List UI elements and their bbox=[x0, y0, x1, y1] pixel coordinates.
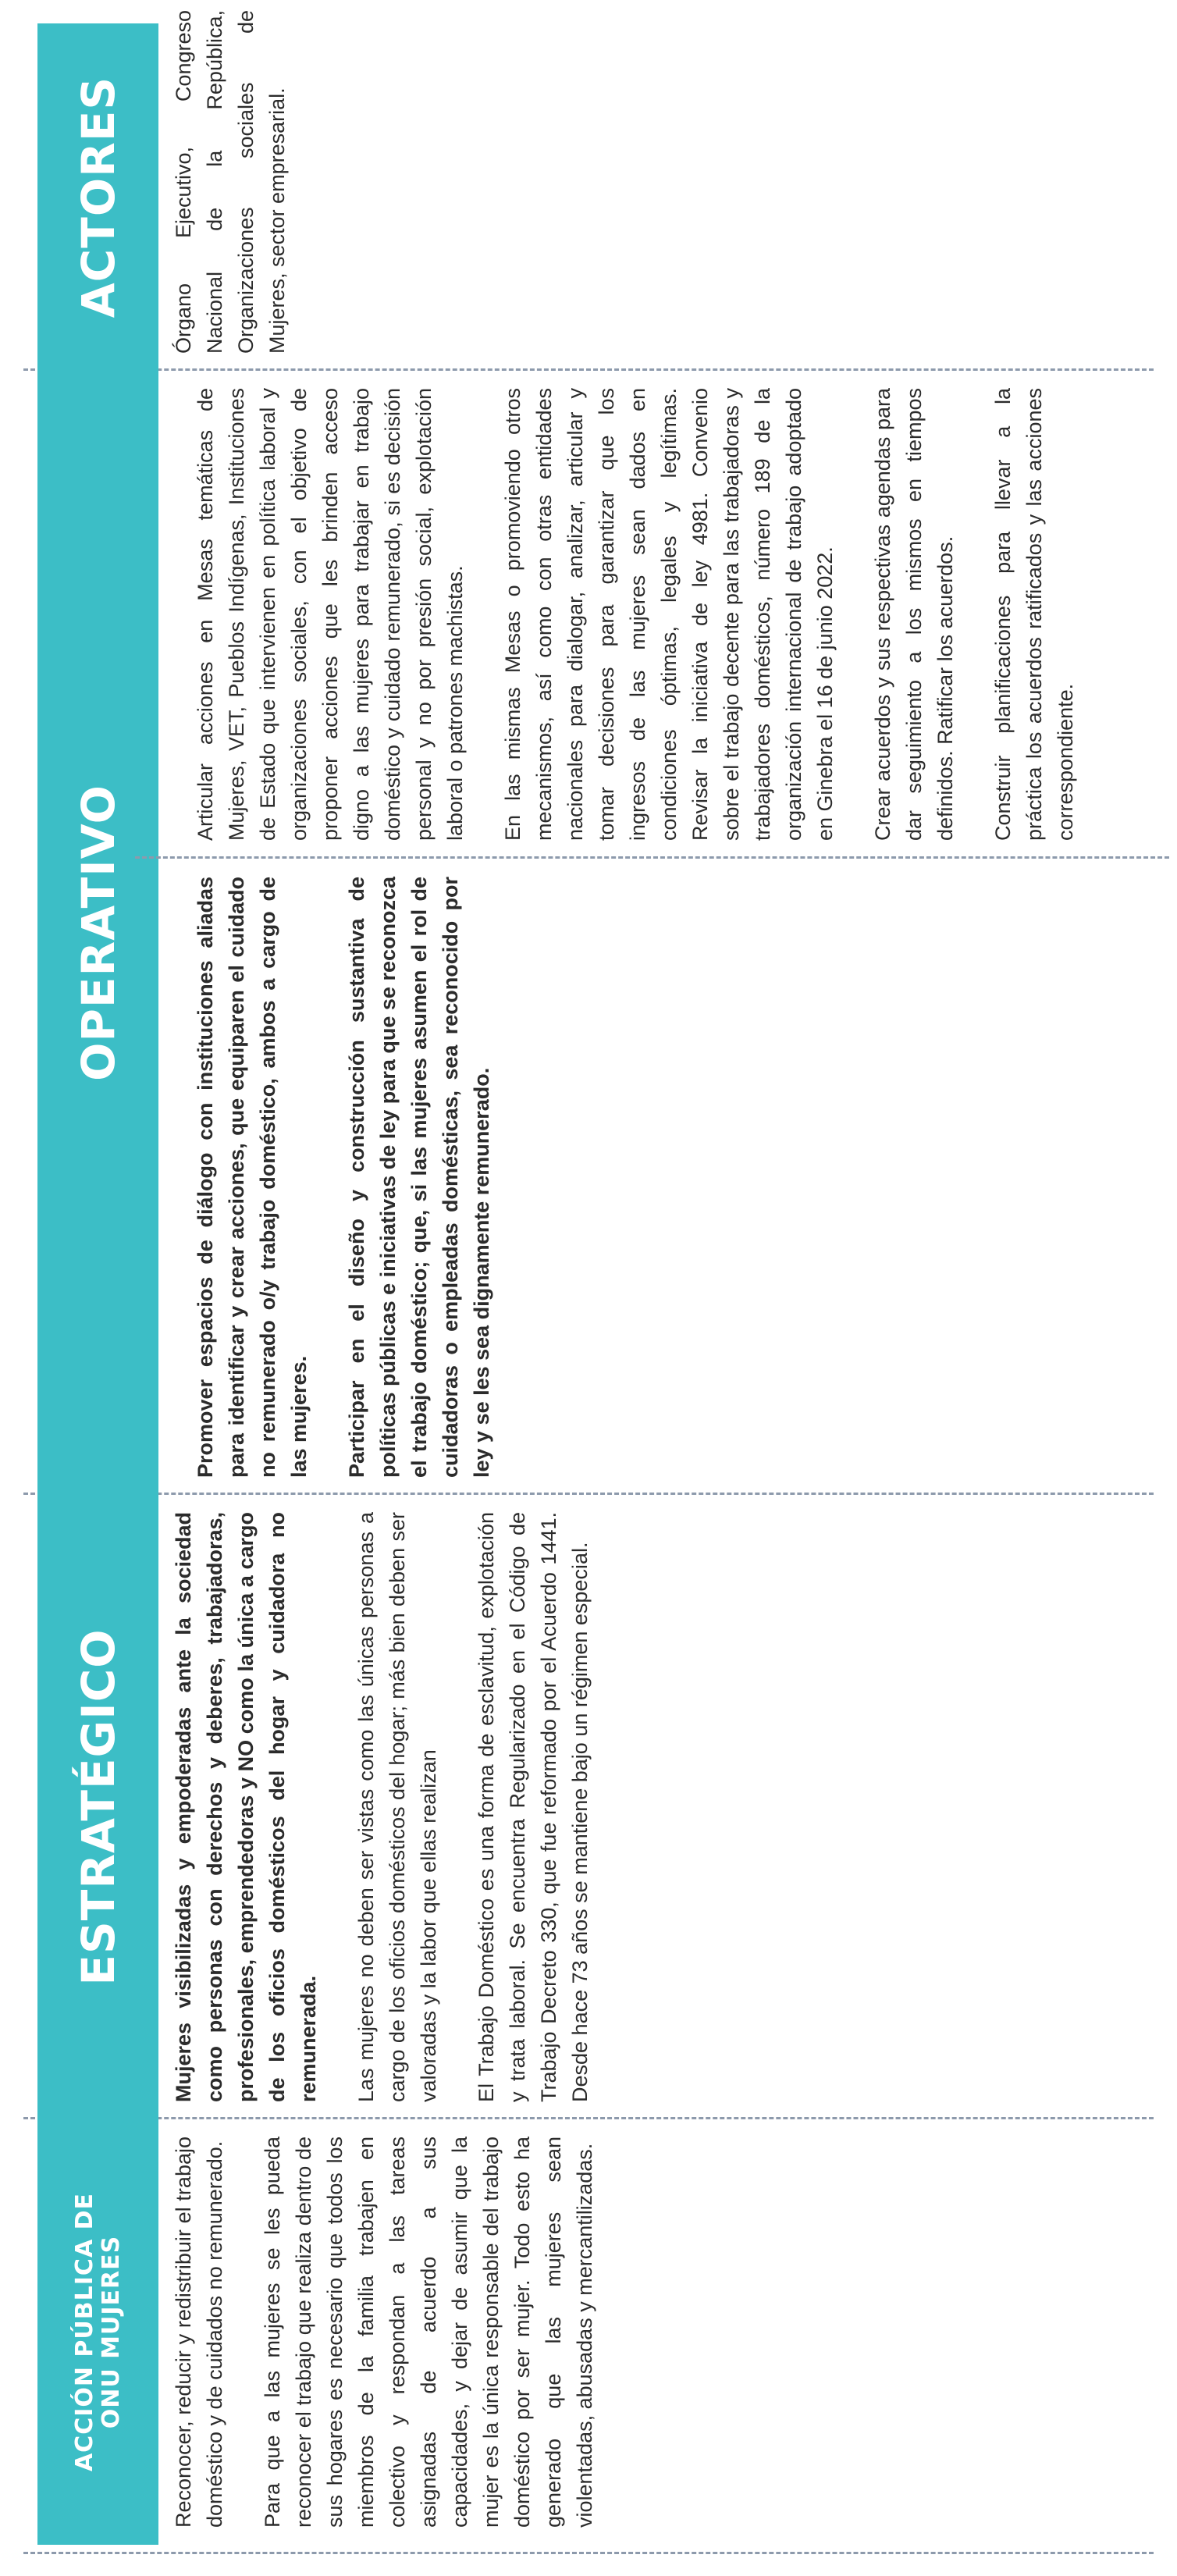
column-estrategico bbox=[0, 1495, 1177, 2119]
left-edge-divider bbox=[23, 2552, 1154, 2554]
operativo-left-paragraph-2: Participar en el diseño y construcción sustantiva de políticas públicas e iniciativas de ley para que se reconozca el trabajo doméstico; que, si las mujeres asumen el rol de cuidadoras o empleadas domésticas, sea reconocido por ley y se les sea dignamente remunerado. bbox=[345, 877, 493, 1478]
column-accion-publica bbox=[0, 2119, 1177, 2545]
operativo-inner-divider bbox=[135, 856, 1169, 859]
column-actores bbox=[0, 10, 1177, 371]
actores-paragraph-1: Órgano Ejecutivo, Congreso Nacional de la República, Organizaciones sociales de Mujeres, sector empresarial. bbox=[172, 10, 289, 354]
column-operativo bbox=[0, 371, 1177, 1495]
operativo-right-paragraph-1: Articular acciones en Mesas temáticas de Mujeres, VET, Pueblos Indígenas, Instituciones de Estado que intervienen en política laboral y organizaciones sociales, con el objetivo de proponer acciones que les brinden acceso digno a las mujeres para trabajar en trabajo doméstico y cuidado remunerado, si es decisión personal y no por presión social, explotación laboral o patrones machistas. bbox=[194, 388, 467, 841]
cell-actores bbox=[158, 0, 1161, 371]
cell-accion-publica bbox=[158, 2119, 1161, 2545]
header-accion-line2: ONU MUJERES bbox=[97, 2235, 125, 2429]
accion-paragraph-1: Reconocer, reducir y redistribuir el trabajo doméstico y de cuidados no remunerado. bbox=[172, 2137, 226, 2528]
operativo-left-block bbox=[158, 877, 524, 1478]
estrategico-paragraph-2: Las mujeres no deben ser vistas como las únicas personas a cargo de los oficios domésticos del hogar; más bien deben ser valoradas y la labor que ellas realizan bbox=[354, 1512, 440, 2102]
estrategico-paragraph-3: El Trabajo Doméstico es una forma de esclavitud, explotación y trata laboral. Se encuentra Regularizado en el Código de Trabajo Decreto 330, que fue reformado por el Acuerdo 1441. Desde hace 73 años se mantiene bajo un régimen especial. bbox=[475, 1512, 592, 2102]
operativo-right-block bbox=[158, 388, 1108, 841]
header-actores: ACTORES bbox=[37, 23, 158, 371]
operativo-right-paragraph-3: Crear acuerdos y sus respectivas agendas para dar seguimiento a los mismos en tiempos definidos. Ratificar los acuerdos. bbox=[871, 388, 957, 841]
cell-estrategico bbox=[158, 1495, 1161, 2119]
cell-operativo bbox=[158, 371, 1161, 1495]
operativo-right-paragraph-2: En las mismas Mesas o promoviendo otros mecanismos, así como con otras entidades nacionales para dialogar, analizar, articular y tomar decisiones para garantizar que los ingresos de las mujeres sean dados en condiciones óptimas, legales y legítimas. Revisar la iniciativa de ley 4981. Convenio sobre el trabajo decente para las trabajadoras y trabajadores domésticos, número 189 de la organización internacional de trabajo adoptado en Ginebra el 16 de junio 2022. bbox=[501, 388, 837, 841]
estrategico-paragraph-1: Mujeres visibilizadas y empoderadas ante la sociedad como personas con derechos y deberes, trabajadoras, profesionales, emprendedoras y NO como la única a cargo de los oficios domésticos del hogar y cuidadora no remunerada. bbox=[172, 1512, 320, 2102]
operativo-right-paragraph-4: Construir planificaciones para llevar a la práctica los acuerdos ratificados y las acciones correspondiente. bbox=[991, 388, 1077, 841]
operativo-left-paragraph-1: Promover espacios de diálogo con instituciones aliadas para identificar y crear acciones, que equiparen el cuidado no remunerado o/y trabajo doméstico, ambos a cargo de las mujeres. bbox=[194, 877, 311, 1478]
header-accion-publica bbox=[37, 2119, 158, 2545]
header-estrategico: ESTRATÉGICO bbox=[37, 1495, 158, 2119]
header-operativo: OPERATIVO bbox=[37, 371, 158, 1495]
accion-paragraph-2: Para que a las mujeres se les pueda reconocer el trabajo que realiza dentro de sus hogares es necesario que todos los miembros de la familia trabajen en colectivo y respondan a las tareas asignadas de acuerdo a sus capacidades, y dejar de asumir que la mujer es la única responsable del trabajo doméstico por ser mujer. Todo esto ha generado que las mujeres sean violentadas, abusadas y mercantilizadas. bbox=[261, 2137, 596, 2528]
header-accion-line1: ACCIÓN PÚBLICA DE bbox=[70, 2192, 98, 2472]
